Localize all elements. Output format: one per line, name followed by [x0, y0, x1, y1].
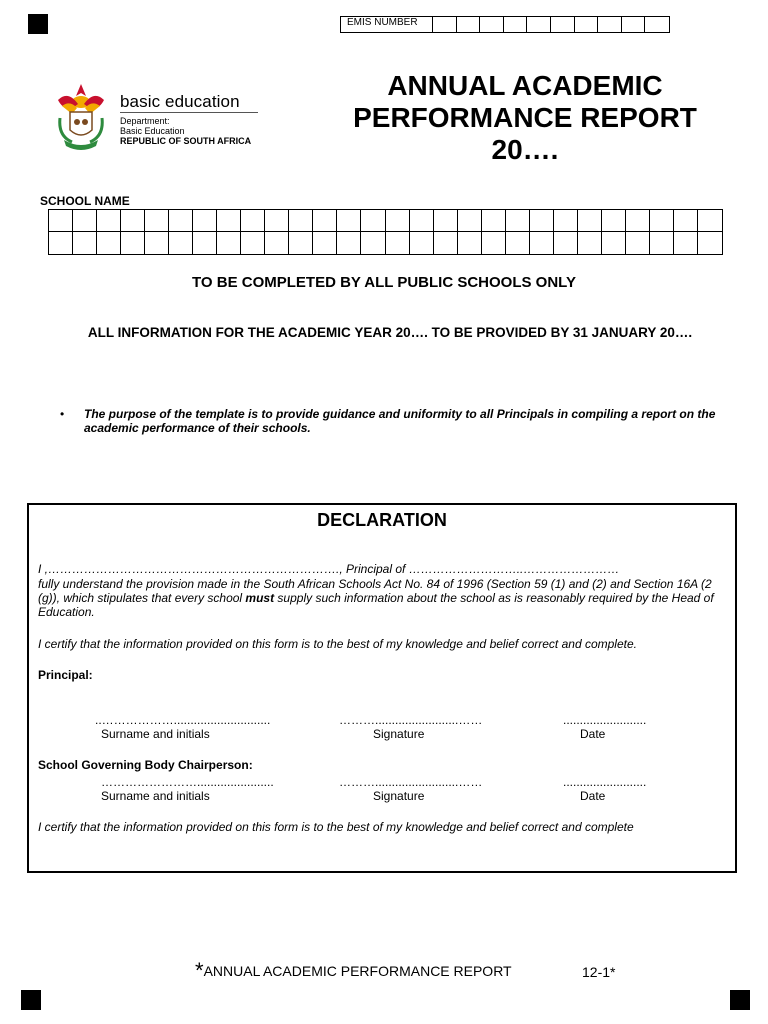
emis-digit-cell[interactable]: [457, 17, 481, 32]
school-name-cell[interactable]: [602, 232, 626, 254]
school-name-cell[interactable]: [289, 232, 313, 254]
principal-signature-caption: Signature: [373, 727, 425, 741]
school-name-cell[interactable]: [458, 232, 482, 254]
principal-date-field[interactable]: .........................: [563, 713, 647, 727]
report-title: [340, 70, 710, 166]
school-name-cell[interactable]: [121, 210, 145, 232]
sgb-signature-field[interactable]: ……….........................……: [339, 775, 483, 789]
declaration-title: DECLARATION: [317, 510, 447, 530]
emis-digit-cell[interactable]: [551, 17, 575, 32]
declaration-provision: [38, 577, 732, 619]
sgb-signature-caption: Signature: [373, 789, 425, 803]
school-name-cell[interactable]: [337, 210, 361, 232]
school-name-label: SCHOOL NAME: [40, 194, 130, 208]
title-line-3: 20….: [491, 134, 559, 165]
school-name-cell[interactable]: [73, 210, 97, 232]
school-name-cell[interactable]: [386, 210, 410, 232]
footer-star: *: [195, 958, 204, 983]
school-name-cell[interactable]: [506, 232, 530, 254]
school-name-cell[interactable]: [313, 210, 337, 232]
school-name-cell[interactable]: [121, 232, 145, 254]
school-name-cell[interactable]: [361, 210, 385, 232]
school-name-cell[interactable]: [145, 210, 169, 232]
provision-text-1: fully understand the provision made in the South African Schools Act No. 84 of 1996 (Section 59 (1) and (2) and Section 16A (2 (g)), which stipulates that every school: [38, 577, 712, 605]
principal-signature-field[interactable]: ……….........................……: [339, 713, 483, 727]
school-name-cell[interactable]: [193, 232, 217, 254]
emis-digit-cell[interactable]: [504, 17, 528, 32]
principal-name-caption: Surname and initials: [101, 727, 210, 741]
sgb-date-field[interactable]: .........................: [563, 775, 647, 789]
school-name-cell[interactable]: [97, 210, 121, 232]
school-name-cell[interactable]: [434, 210, 458, 232]
school-name-cell[interactable]: [578, 232, 602, 254]
school-name-cell[interactable]: [698, 210, 722, 232]
school-name-cell[interactable]: [650, 210, 674, 232]
emis-cells: [433, 17, 669, 32]
school-name-cell[interactable]: [49, 210, 73, 232]
registration-mark-bottom-right: [730, 990, 750, 1010]
school-name-cell[interactable]: [169, 232, 193, 254]
coat-of-arms-icon: [50, 78, 112, 153]
school-name-cell[interactable]: [674, 210, 698, 232]
school-name-cell[interactable]: [241, 232, 265, 254]
emis-digit-cell[interactable]: [598, 17, 622, 32]
provision-must: must: [245, 591, 275, 605]
emis-digit-cell[interactable]: [480, 17, 504, 32]
dept-line-3: REPUBLIC OF SOUTH AFRICA: [120, 136, 252, 146]
school-name-cell[interactable]: [602, 210, 626, 232]
emis-digit-cell[interactable]: [622, 17, 646, 32]
department-text: [120, 116, 251, 146]
sgb-date-caption: Date: [580, 789, 606, 803]
school-name-cell[interactable]: [482, 210, 506, 232]
declaration-principal-line: I ,………………………………………………………………., Principal of ………………………..……………………: [38, 562, 620, 576]
school-name-cell[interactable]: [361, 232, 385, 254]
school-name-cell[interactable]: [193, 210, 217, 232]
declaration-box: [27, 503, 737, 873]
school-name-cell[interactable]: [482, 232, 506, 254]
school-name-cell[interactable]: [698, 232, 722, 254]
principal-label: Principal:: [38, 668, 93, 682]
title-line-2: PERFORMANCE REPORT: [353, 102, 697, 133]
certify-statement-1: I certify that the information provided on this form is to the best of my knowledge and belief correct and complete.: [38, 637, 637, 651]
school-name-cell[interactable]: [506, 210, 530, 232]
page-number: 12-1*: [582, 964, 616, 980]
sgb-name-field[interactable]: …………………….......................: [101, 775, 274, 789]
school-name-cell[interactable]: [650, 232, 674, 254]
school-name-cell[interactable]: [289, 210, 313, 232]
principal-date-caption: Date: [580, 727, 606, 741]
emis-digit-cell[interactable]: [575, 17, 599, 32]
school-name-cell[interactable]: [241, 210, 265, 232]
principal-name-field[interactable]: ..……………….............................: [95, 713, 271, 727]
school-name-cell[interactable]: [674, 232, 698, 254]
school-name-cell[interactable]: [145, 232, 169, 254]
registration-mark-top-left: [28, 14, 48, 34]
school-name-cell[interactable]: [265, 210, 289, 232]
school-name-cell[interactable]: [458, 210, 482, 232]
deadline-notice: ALL INFORMATION FOR THE ACADEMIC YEAR 20…. TO BE PROVIDED BY 31 JANUARY 20….: [87, 325, 693, 340]
school-name-cell[interactable]: [265, 232, 289, 254]
dept-line-2: Basic Education: [120, 126, 185, 136]
school-name-cell[interactable]: [97, 232, 121, 254]
emis-digit-cell[interactable]: [433, 17, 457, 32]
footer-text: ANNUAL ACADEMIC PERFORMANCE REPORT: [203, 963, 512, 979]
school-name-cell[interactable]: [217, 210, 241, 232]
school-name-cell[interactable]: [626, 232, 650, 254]
registration-mark-bottom-left: [21, 990, 41, 1010]
emis-label: EMIS NUMBER: [341, 17, 433, 32]
school-name-cell[interactable]: [313, 232, 337, 254]
emis-digit-cell[interactable]: [527, 17, 551, 32]
school-name-cell[interactable]: [410, 232, 434, 254]
school-name-cell[interactable]: [217, 232, 241, 254]
brand-divider: [120, 112, 258, 113]
bullet: •: [60, 407, 65, 421]
school-name-cell[interactable]: [554, 232, 578, 254]
school-name-cell[interactable]: [530, 232, 554, 254]
school-name-cell[interactable]: [169, 210, 193, 232]
completion-notice: TO BE COMPLETED BY ALL PUBLIC SCHOOLS ONLY: [192, 274, 576, 291]
dept-line-1: Department:: [120, 116, 170, 126]
school-name-cell[interactable]: [578, 210, 602, 232]
emis-number-box: [340, 16, 670, 33]
school-name-cell[interactable]: [554, 210, 578, 232]
brand-name: basic education: [120, 92, 240, 111]
school-name-cell[interactable]: [73, 232, 97, 254]
footer-title: [195, 958, 512, 984]
school-name-cell[interactable]: [49, 232, 73, 254]
school-name-cell[interactable]: [337, 232, 361, 254]
emis-digit-cell[interactable]: [645, 17, 669, 32]
title-line-1: ANNUAL ACADEMIC: [387, 70, 663, 101]
school-name-cell[interactable]: [530, 210, 554, 232]
department-logo: [50, 78, 265, 153]
school-name-cell[interactable]: [626, 210, 650, 232]
certify-statement-2: I certify that the information provided on this form is to the best of my knowledge and belief correct and complete: [38, 820, 634, 834]
sgb-name-caption: Surname and initials: [101, 789, 210, 803]
school-name-cell[interactable]: [410, 210, 434, 232]
sgb-chairperson-label: School Governing Body Chairperson:: [38, 758, 253, 772]
school-name-cell[interactable]: [386, 232, 410, 254]
provision-text-2: supply such information about the school as is reasonably required by the Head of Education.: [38, 591, 714, 619]
school-name-grid[interactable]: [48, 209, 723, 255]
purpose-text: The purpose of the template is to provide guidance and uniformity to all Principals in compiling a report on the academic performance of their schools.: [84, 407, 716, 435]
school-name-cell[interactable]: [434, 232, 458, 254]
